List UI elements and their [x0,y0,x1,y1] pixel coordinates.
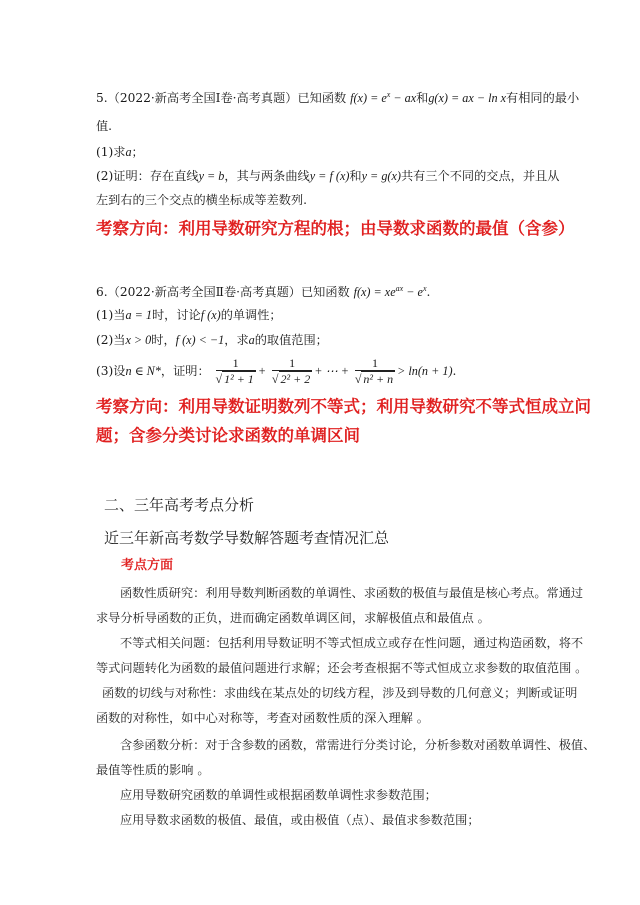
punctuation: ； [131,145,144,159]
problem-number: 6. [96,285,108,300]
punctuation: . [452,364,457,378]
inequality-rhs: > ln(n + 1) [397,364,453,378]
function-g: g(x) = ax − ln x [428,91,507,106]
paragraph-line: 不等式相关问题：包括利用导数证明不等式恒成立或存在性问题，通过构造函数，将不 [120,636,584,650]
question-text: (1)当 [96,308,126,322]
math-expr: n ∈ N* [125,364,161,378]
math-expr: y = g(x) [361,169,401,183]
problem-5-question-2 [96,167,559,185]
paragraph-line: 函数性质研究：利用导数判断函数的单调性、求函数的极值与最值是核心考点。常通过 [120,586,584,600]
question-text: (2)证明：存在直线 [96,169,199,183]
focus-note-6-line-1: 考察方向：利用导数证明数列不等式；利用导数研究不等式恒成立问 [96,397,591,416]
paragraph-line: 等式问题转化为函数的最值问题进行求解；还会考查根据不等式恒成立求参数的取值范围 。 [96,661,588,675]
math-expr: f (x) < −1 [175,333,225,347]
question-text: 的取值范围； [254,333,328,347]
math-expr: x > 0 [125,333,152,347]
problem-source: （2022·新高考全国Ⅰ卷·高考真题）已知函数 [107,91,347,106]
problem-source: （2022·新高考全国Ⅱ卷·高考真题）已知函数 [107,285,350,300]
fraction-2: $\frac{1}{\text{√ 2² + 2}}$ [271,356,311,386]
question-text: 的单调性； [220,308,282,322]
question-text: 时，讨论 [151,308,201,322]
paragraph-line: 应用导数求函数的极值、最值，或由极值（点）、最值求参数范围； [120,813,480,827]
variable: a [125,145,132,159]
question-text: (3)设 [96,364,126,378]
problem-5-line-2: 值. [96,119,113,133]
focus-note-5: 考察方向：利用导数研究方程的根；由导数求函数的最值（含参） [96,219,575,238]
function-f: $f(x) = xe^{ax} - e^x$ [353,284,427,300]
problem-5-line-1 [96,86,579,107]
question-text: ，求 [224,333,249,347]
math-expr: a = 1 [125,308,152,322]
question-text: 时， [151,333,176,347]
paragraph-line: 含参函数分析：对于含参数的函数，常需进行分类讨论，分析参数对函数单调性、极值、 [120,738,596,752]
question-text: ，其与两条曲线 [224,169,310,183]
section-red-label: 考点方面 [121,558,174,573]
math-expr: y = b [198,169,225,183]
paragraph-line: 函数的对称性，如中心对称等，考查对函数性质的深入理解 。 [96,711,429,725]
section-subheading: 近三年新高考数学导数解答题考查情况汇总 [104,529,390,547]
question-text: 共有三个不同的交点，并且从 [400,169,560,183]
problem-6-question-2 [96,331,328,349]
function-f: $f(x) = e^x$ − ax [350,90,417,106]
focus-note-6-line-2: 题；含参分类讨论求函数的单调区间 [96,426,360,445]
paragraph-line: 最值等性质的影响 。 [96,763,210,777]
fraction-1: $\frac{1}{\text{√ 1² + 1}}$ [215,356,254,386]
problem-text: 有相同的最小 [506,91,580,106]
problem-number: 5. [96,91,108,106]
fraction-n: $\frac{1}{\text{√ n² + n}}$ [354,356,394,386]
section-heading: 二、三年高考考点分析 [104,496,255,514]
paragraph-line: 函数的切线与对称性：求曲线在某点处的切线方程，涉及到导数的几何意义；判断或证明 [102,686,578,700]
problem-5-question-2-line-2: 左到右的三个交点的横坐标成等差数列. [96,193,308,207]
paragraph-line: 应用导数研究函数的单调性或根据函数单调性求参数范围； [120,788,437,802]
ellipsis-sum: + ⋯ + [314,364,349,378]
plus-sign: + [257,364,267,378]
question-text: 和 [349,169,362,183]
punctuation: . [426,285,431,300]
problem-5-question-1 [96,143,144,161]
problem-6-question-1 [96,306,282,324]
paragraph-line: 求导分析导函数的正负，进而确定函数单调区间，求解极值点和最值点 。 [96,611,490,625]
problem-6-question-3 [96,356,456,387]
math-expr: a [248,333,255,347]
problem-6-line-1 [96,280,430,301]
math-expr: y = f (x) [309,169,350,183]
question-text: (2)当 [96,333,126,347]
connector-text: 和 [416,91,429,106]
question-label: (1)求 [96,145,126,159]
question-text: ，证明： [160,364,210,378]
math-expr: f (x) [200,308,221,322]
